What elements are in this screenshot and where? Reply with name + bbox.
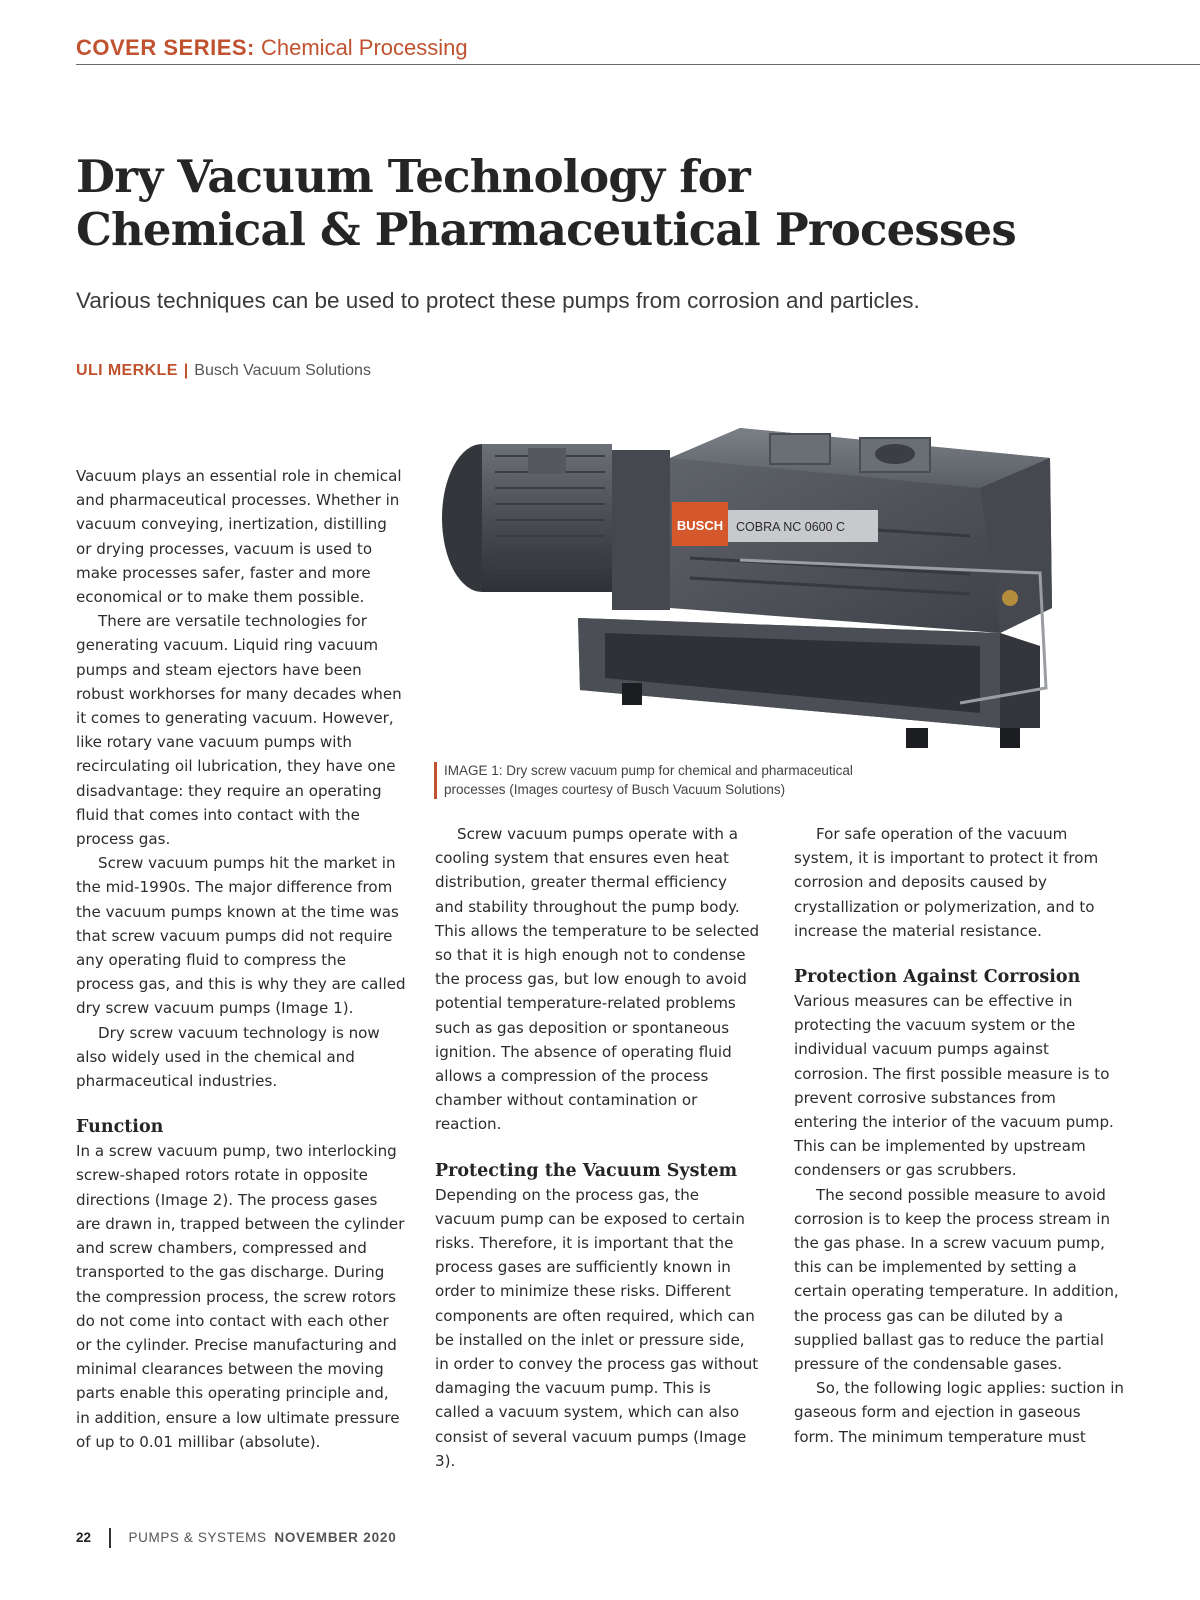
byline — [76, 361, 371, 381]
series-label: COVER SERIES: — [76, 35, 255, 60]
paragraph: For safe operation of the vacuum system, it is important to protect it from corrosion and deposits caused by crystallization or polymerization, and to increase the material resistance. — [794, 825, 1099, 940]
page-footer — [76, 1528, 397, 1548]
model-plate-text: COBRA NC 0600 C — [736, 520, 846, 534]
paragraph: Vacuum plays an essential role in chemical and pharmaceutical processes. Whether in vacuum conveying, inertization, distilling or drying processes, vacuum is used to make processes safer, faster and more economical or to make them possible. — [76, 467, 402, 607]
brand-logo-text: BUSCH — [676, 518, 724, 533]
section-spacer — [794, 943, 1124, 965]
heading-function: Function — [76, 1117, 164, 1138]
article-title — [76, 150, 1136, 256]
text-column-1 — [76, 464, 406, 1454]
paragraph: Various measures can be effective in protecting the vacuum system or the individual vacuum pumps against corrosion. The first possible measure is to prevent corrosive substances from entering the interior of the vacuum pump. This can be implemented by upstream condensers or gas scrubbers. — [794, 992, 1114, 1180]
paragraph: Screw vacuum pumps hit the market in the mid-1990s. The major difference from the vacuum pumps known at the time was that screw vacuum pumps did not require any operating fluid to compress the process gas, and this is why they are called dry screw vacuum pumps (Image 1). — [76, 854, 406, 1018]
text-column-3 — [794, 822, 1124, 1449]
article-subtitle: Various techniques can be used to protect these pumps from corrosion and particles. — [76, 288, 920, 313]
footer-divider — [109, 1528, 111, 1548]
paragraph: Depending on the process gas, the vacuum pump can be exposed to certain risks. Therefore, it is important that the process gases are sufficiently known in order to minimize these risks. Different components are often required, which can be installed on the inlet or pressure side, in order to convey the process gas without damaging the vacuum pump. This is called a vacuum system, which can also consist of several vacuum pumps (Image 3). — [435, 1185, 759, 1470]
heading-protection-against-corrosion: Protection Against Corrosion — [794, 967, 1081, 988]
figure-caption — [434, 762, 914, 799]
paragraph: The second possible measure to avoid corrosion is to keep the process stream in the gas phase. In a screw vacuum pump, this can be implemented by setting a certain operating temperature. In addition, the process gas can be diluted by a supplied ballast gas to reduce the partial pressure of the condensable gases. — [794, 1185, 1119, 1374]
page-number: 22 — [76, 1530, 92, 1545]
series-topic: Chemical Processing — [261, 35, 468, 60]
section-spacer — [435, 1137, 760, 1159]
series-header — [76, 34, 1200, 65]
author-name: ULI MERKLE — [76, 362, 178, 379]
author-company: Busch Vacuum Solutions — [194, 362, 371, 379]
title-line-1: Dry Vacuum Technology for — [76, 150, 750, 203]
paragraph: So, the following logic applies: suction in gaseous form and ejection in gaseous form. The minimum temperature must — [794, 1379, 1124, 1446]
title-line-2: Chemical & Pharmaceutical Processes — [76, 203, 1016, 256]
caption-line-1: IMAGE 1: Dry screw vacuum pump for chemical and pharmaceutical — [444, 763, 853, 778]
heading-protecting-vacuum-system: Protecting the Vacuum System — [435, 1160, 738, 1181]
section-spacer — [76, 1093, 406, 1115]
paragraph: There are versatile technologies for generating vacuum. Liquid ring vacuum pumps and steam ejectors have been robust workhorses for many decades when it comes to generating vacuum. However, like rotary vane vacuum pumps with recirculating oil lubrication, they have one disadvantage: they require an operating fluid that comes into contact with the process gas. — [76, 612, 402, 849]
paragraph: In a screw vacuum pump, two interlocking screw-shaped rotors rotate in opposite directions (Image 2). The process gases are drawn in, trapped between the cylinder and screw chambers, compressed and transported to the gas discharge. During the compression process, the screw rotors do not come into contact with each other or the cylinder. Precise manufacturing and minimal clearances between the moving parts enable this operating principle and, in addition, ensure a low ultimate pressure of up to 0.01 millibar (absolute). — [76, 1142, 405, 1451]
magazine-name: PUMPS & SYSTEMS — [128, 1530, 267, 1545]
paragraph: Screw vacuum pumps operate with a cooling system that ensures even heat distribution, greater thermal efficiency and stability throughout the pump body. This allows the temperature to be selected so that it is high enough not to condense the process gas, but low enough to avoid potential temperature-related problems such as gas deposition or spontaneous ignition. The absence of operating fluid allows a compression of the process chamber without contamination or reaction. — [435, 825, 760, 1134]
pump-image — [440, 428, 1100, 780]
paragraph: Dry screw vacuum technology is now also widely used in the chemical and pharmaceutical industries. — [76, 1023, 380, 1091]
byline-separator: | — [183, 362, 189, 379]
issue-date: NOVEMBER 2020 — [274, 1530, 397, 1545]
caption-line-2: processes (Images courtesy of Busch Vacuum Solutions) — [444, 781, 786, 797]
text-column-2 — [435, 822, 760, 1473]
